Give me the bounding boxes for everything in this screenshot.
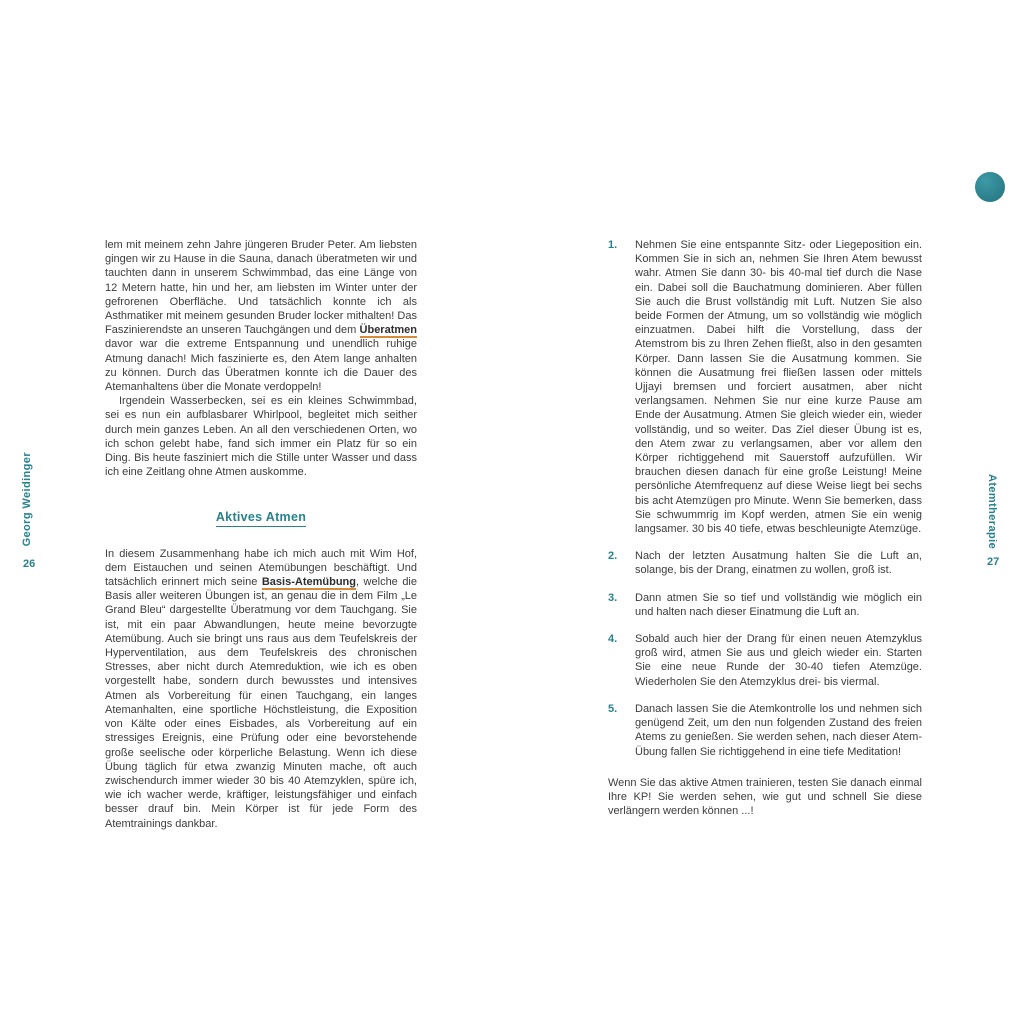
closing-paragraph: Wenn Sie das aktive Atmen trainieren, testen Sie danach einmal Ihre KP! Sie werden sehen, wie gut und schnell Sie diese verlängern werden können ...! (608, 776, 922, 818)
paragraph-3-text-after: , welche die Basis aller weiteren Übungen ist, an genau die in dem Film „Le Grand Bleu“ dargestellte Überatmung vor dem Tauchgang. Sie ist, mit ein paar Abwandlungen, heute meine bevorzugte Atemübung. Auch sie bringt uns raus aus dem Teufelskreis der Hyperventilation, aus dem Teufelskreis des chronischen Stresses, aber nicht durch Atemreduktion, wie ich es oben vorgestellt habe, sondern durch bewusstes und intensives Atmen als Vorbereitung für einen Tauchgang, ein langes Atemanhalten, eine sportliche Höchstleistung, die Exposition von Kälte oder eines Eisbades, als Vorbereitung auf ein stressiges Ereignis, eine Prüfung oder eine bevorstehende große seelische oder körperliche Belastung. Wenn ich diese Übung täglich für etwa zwanzig Minuten mache, oft auch zwischendurch immer wieder 30 bis 40 Atemzyklen, spüre ich, wie ich wacher werde, kräftiger, leistungsfähiger und einfach besser drauf bin. Mein Körper ist für jede Form des Atemtrainings dankbar. (105, 576, 417, 830)
step-number: 5. (608, 702, 618, 715)
step-item-4 (608, 632, 922, 689)
highlight-ueberatmen: Überatmen (359, 324, 417, 337)
paragraph-3 (105, 547, 417, 831)
page-number-right: 27 (987, 556, 1000, 568)
page-number-left: 26 (23, 558, 36, 570)
margin-author-label: Georg Weidinger (21, 452, 33, 547)
step-number: 1. (608, 239, 618, 251)
step-item-1 (608, 238, 922, 536)
step-item-5 (608, 702, 922, 759)
right-page-column (608, 238, 922, 818)
step-text: Nach der letzten Ausatmung halten Sie die Luft an, solange, bis der Drang, einatmen zu wollen, groß ist. (635, 550, 922, 577)
step-item-2 (608, 549, 922, 577)
paragraph-1-text-after: davor war die extreme Entspannung und unendlich ruhige Atmung danach! Mich faszinierte es, den Atem lange anhalten zu können. Durch das Überatmen konnte ich die Dauer des Atemanhaltens über die Monate verdoppeln! (105, 338, 417, 394)
step-text: Danach lassen Sie die Atemkontrolle los und nehmen sich genügend Zeit, um den nun folgenden Zustand des freien Atems zu genießen. Sie werden sehen, nach dieser Atem-Übung fallen Sie richtiggehend in eine tiefe Meditation! (635, 702, 922, 758)
section-heading (105, 509, 417, 524)
paragraph-1 (105, 238, 417, 394)
step-number: 2. (608, 550, 618, 563)
paragraph-3-text-before: In diesem Zusammenhang habe ich mich auch mit Wim Hof, dem Eistauchen und seinen Atemübungen beschäftigt. Und tatsächlich erinnert mich seine (105, 547, 417, 589)
margin-chapter-label: Atemtherapie (986, 474, 998, 550)
step-text: Dann atmen Sie so tief und vollständig wie möglich ein und halten nach dieser Einatmung die Luft an. (635, 591, 922, 618)
step-number: 4. (608, 633, 618, 646)
decor-circle (975, 172, 1005, 202)
section-heading-text: Aktives Atmen (216, 510, 306, 527)
step-number: 3. (608, 591, 618, 604)
highlight-basis-atemuebung: Basis-Atemübung (261, 576, 356, 589)
paragraph-1-text-before: lem mit meinem zehn Jahre jüngeren Bruder Peter. Am liebsten gingen wir zu Hause in die Sauna, danach überatmeten wir und tauchten dann in unserem Schwimmbad, das eine Länge von 12 Metern hatte, hin und her, am liebsten im Winter unter der gefrorenen Oberfläche. Und tatsächlich konnte ich als Asthmatiker mit meinem gesunden Bruder locker mithalten! Das Faszinierendste an unseren Tauchgängen und dem (105, 239, 417, 337)
left-page-column (105, 238, 417, 831)
step-text: Sobald auch hier der Drang für einen neuen Atemzyklus groß wird, atmen Sie aus und gleich wieder ein. Starten Sie eine neue Runde der 30-40 tiefen Atemzüge. Wiederholen Sie den Atemzyklus drei- bis viermal. (635, 633, 922, 688)
step-text: Nehmen Sie eine entspannte Sitz- oder Liegeposition ein. Kommen Sie in sich an, nehmen Sie Ihren Atem bewusst wahr. Atmen Sie dann 30- bis 40-mal tief durch die Nase ein. Dabei soll die Bauchatmung dominieren. Aber füllen Sie auch die Brust vollständig mit Luft. Nutzen Sie also beide Formen der Atmung, um so vollständig wie möglich einzuatmen. Dabei hilft die Vorstellung, dass der Atemstrom bis zu Ihren Zehen fließt, also in den gesamten Körper. Dann lassen Sie die Ausatmung kommen. Sie können die Ausatmung frei fließen lassen oder mittels Ujjayi bremsen und forciert ausatmen, aber nicht verlangsamen. Nehmen Sie nur eine kurze Pause am Ende der Ausatmung. Atmen Sie gleich wieder ein, wieder vollständig, und so weiter. Das Ziel dieser Übung ist es, den Atem zwar zu verlangsamen, aber vor allem den Körper richtiggehend mit Sauerstoff aufzufüllen. Wir brauchen diesen danach für eine große Leistung! Meine persönliche Atemfrequenz auf diese Weise liegt bei sechs bis acht Atemzügen pro Minute. Wenn Sie bemerken, dass Sie schwummrig im Kopf werden, atmen Sie ein wenig langsamer. 30 bis 40 tiefe, etwas beschleunigte Atemzüge. (635, 239, 922, 536)
paragraph-2: Irgendein Wasserbecken, sei es ein kleines Schwimmbad, sei es nun ein aufblasbarer Whirlpool, begleitet mich seither durch mein ganzes Leben. An all den verschiedenen Orten, wo ich schon gelebt habe, fand sich immer ein Platz für so ein Ding. Bis heute fasziniert mich die Stille unter Wasser und dass ich eine Zeitlang ohne Atmen auskomme. (105, 395, 417, 479)
step-item-3 (608, 591, 922, 619)
